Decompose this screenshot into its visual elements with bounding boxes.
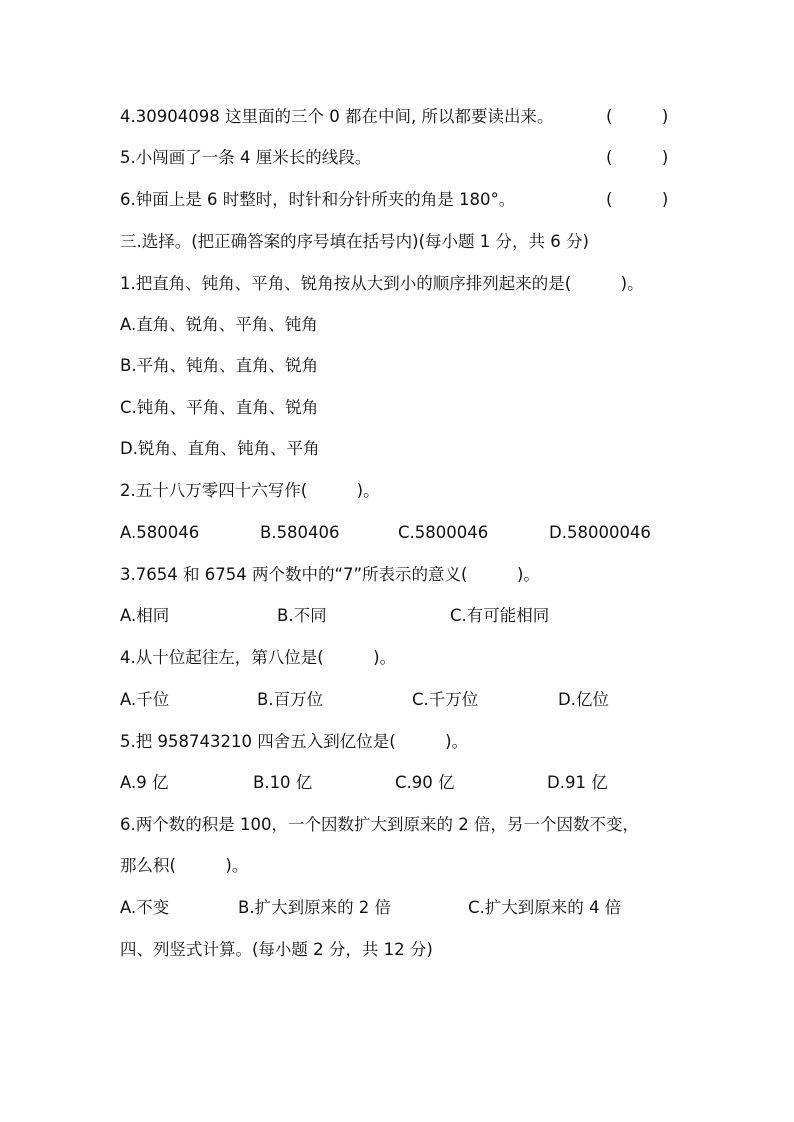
question-3-option-c: C.有可能相同 xyxy=(450,606,550,625)
section-title-vertical-calculation: 四、列竖式计算。(每小题 2 分，共 12 分) xyxy=(120,940,433,959)
answer-bracket-5: ( ) xyxy=(606,148,669,167)
question-5-stem: 5.把 958743210 四舍五入到亿位是( )。 xyxy=(120,732,469,751)
question-4-option-b: B.百万位 xyxy=(257,690,324,709)
question-3-option-b: B.不同 xyxy=(277,606,327,625)
question-2-option-d: D.58000046 xyxy=(549,523,651,542)
question-4-option-d: D.亿位 xyxy=(558,690,609,709)
question-3-stem: 3.7654 和 6754 两个数中的“7”所表示的意义( )。 xyxy=(120,565,540,584)
question-1-option-c: C.钝角、平角、直角、锐角 xyxy=(120,398,319,417)
question-1-option-a: A.直角、锐角、平角、钝角 xyxy=(120,315,318,334)
question-5-option-b: B.10 亿 xyxy=(253,773,313,792)
question-2-option-b: B.580406 xyxy=(260,523,340,542)
question-1-option-b: B.平角、钝角、直角、锐角 xyxy=(120,356,319,375)
judgement-item-4: 4.30904098 这里面的三个 0 都在中间, 所以都要读出来。 xyxy=(120,107,554,126)
question-4-stem: 4.从十位起往左，第八位是( )。 xyxy=(120,648,397,667)
judgement-item-5: 5.小闯画了一条 4 厘米长的线段。 xyxy=(120,148,372,167)
question-2-stem: 2.五十八万零四十六写作( )。 xyxy=(120,481,380,500)
question-6-option-c: C.扩大到原来的 4 倍 xyxy=(468,898,622,917)
question-5-option-d: D.91 亿 xyxy=(547,773,608,792)
question-2-option-c: C.5800046 xyxy=(398,523,489,542)
question-5-option-c: C.90 亿 xyxy=(395,773,455,792)
question-3-option-a: A.相同 xyxy=(120,606,170,625)
question-2-option-a: A.580046 xyxy=(120,523,200,542)
question-4-option-c: C.千万位 xyxy=(412,690,479,709)
answer-bracket-4: ( ) xyxy=(606,107,669,126)
judgement-item-6: 6.钟面上是 6 时整时，时针和分针所夹的角是 180°。 xyxy=(120,190,516,209)
question-6-option-b: B.扩大到原来的 2 倍 xyxy=(238,898,392,917)
answer-bracket-6: ( ) xyxy=(606,190,669,209)
question-1-stem: 1.把直角、钝角、平角、锐角按从大到小的顺序排列起来的是( )。 xyxy=(120,274,644,293)
question-6-option-a: A.不变 xyxy=(120,898,170,917)
question-5-option-a: A.9 亿 xyxy=(120,773,169,792)
section-title-choice: 三.选择。(把正确答案的序号填在括号内)(每小题 1 分，共 6 分) xyxy=(120,232,589,251)
question-6-stem-line1: 6.两个数的积是 100，一个因数扩大到原来的 2 倍，另一个因数不变， xyxy=(120,815,639,834)
question-6-stem-line2: 那么积( )。 xyxy=(120,856,249,875)
question-4-option-a: A.千位 xyxy=(120,690,170,709)
question-1-option-d: D.锐角、直角、钝角、平角 xyxy=(120,439,320,458)
